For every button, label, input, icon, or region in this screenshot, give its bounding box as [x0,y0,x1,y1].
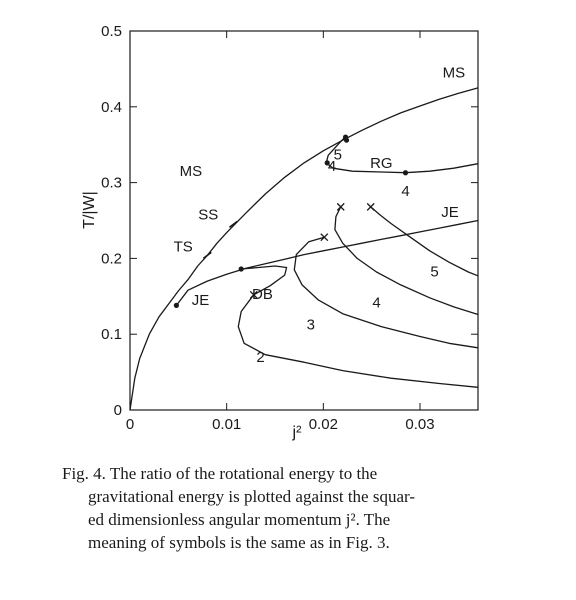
series-line-RG [326,136,478,173]
curve-label: MS [442,64,466,82]
caption-line: ed dimensionless angular momentum j². The [88,510,391,529]
curve-label: 4 [327,157,337,175]
curve-label: SS [198,206,219,224]
curve-label: JE [441,204,459,222]
marker-cross [321,234,328,241]
curve-label: DB [252,286,273,304]
plot-frame [130,31,478,410]
series-line-3 [294,237,478,348]
figure-caption [62,462,562,554]
series-line-4 [335,207,478,315]
curve-label: 2 [256,348,265,366]
y-axis-title: T/|W| [81,191,98,229]
curve-label: 4 [401,182,410,200]
marker-dot [174,303,179,308]
marker-cross [337,203,344,210]
marker-dash [203,252,211,258]
x-axis-title: j² [292,424,302,441]
x-tick-label: 0 [125,416,135,433]
plot-tick-labels [101,23,434,433]
y-tick-label: 0.5 [101,23,122,40]
y-tick-label: 0.1 [101,326,122,344]
x-tick-label: 0.02 [308,416,338,433]
curve-label: 5 [333,146,343,164]
y-tick-label: 0.2 [101,250,122,268]
caption-line: gravitational energy is plotted against the squar- [88,487,415,506]
caption-line: meaning of symbols is the same as in Fig. 3. [88,533,390,552]
marker-cross [367,203,374,210]
marker-dot [344,138,349,143]
y-tick-label: 0.4 [101,98,122,116]
x-tick-label: 0.01 [212,416,242,433]
curve-label: JE [191,292,210,310]
curve-label: 4 [372,294,381,312]
series-line-5 [371,207,478,276]
curve-label: MS [179,163,203,181]
y-tick-label: 0.3 [101,174,122,192]
plot-annotations [174,65,466,366]
x-tick-label: 0.03 [405,416,435,433]
curve-label: 3 [306,316,315,334]
y-tick-label: 0 [113,402,122,419]
series-line-2 [238,266,478,387]
marker-dot [403,170,408,175]
marker-dot [239,266,244,271]
caption-line: Fig. 4. The ratio of the rotational energy to the [62,464,378,483]
curve-label: RG [370,154,393,172]
curve-label: 5 [430,263,439,281]
curve-label: TS [173,238,193,256]
plot-axes [130,31,478,410]
